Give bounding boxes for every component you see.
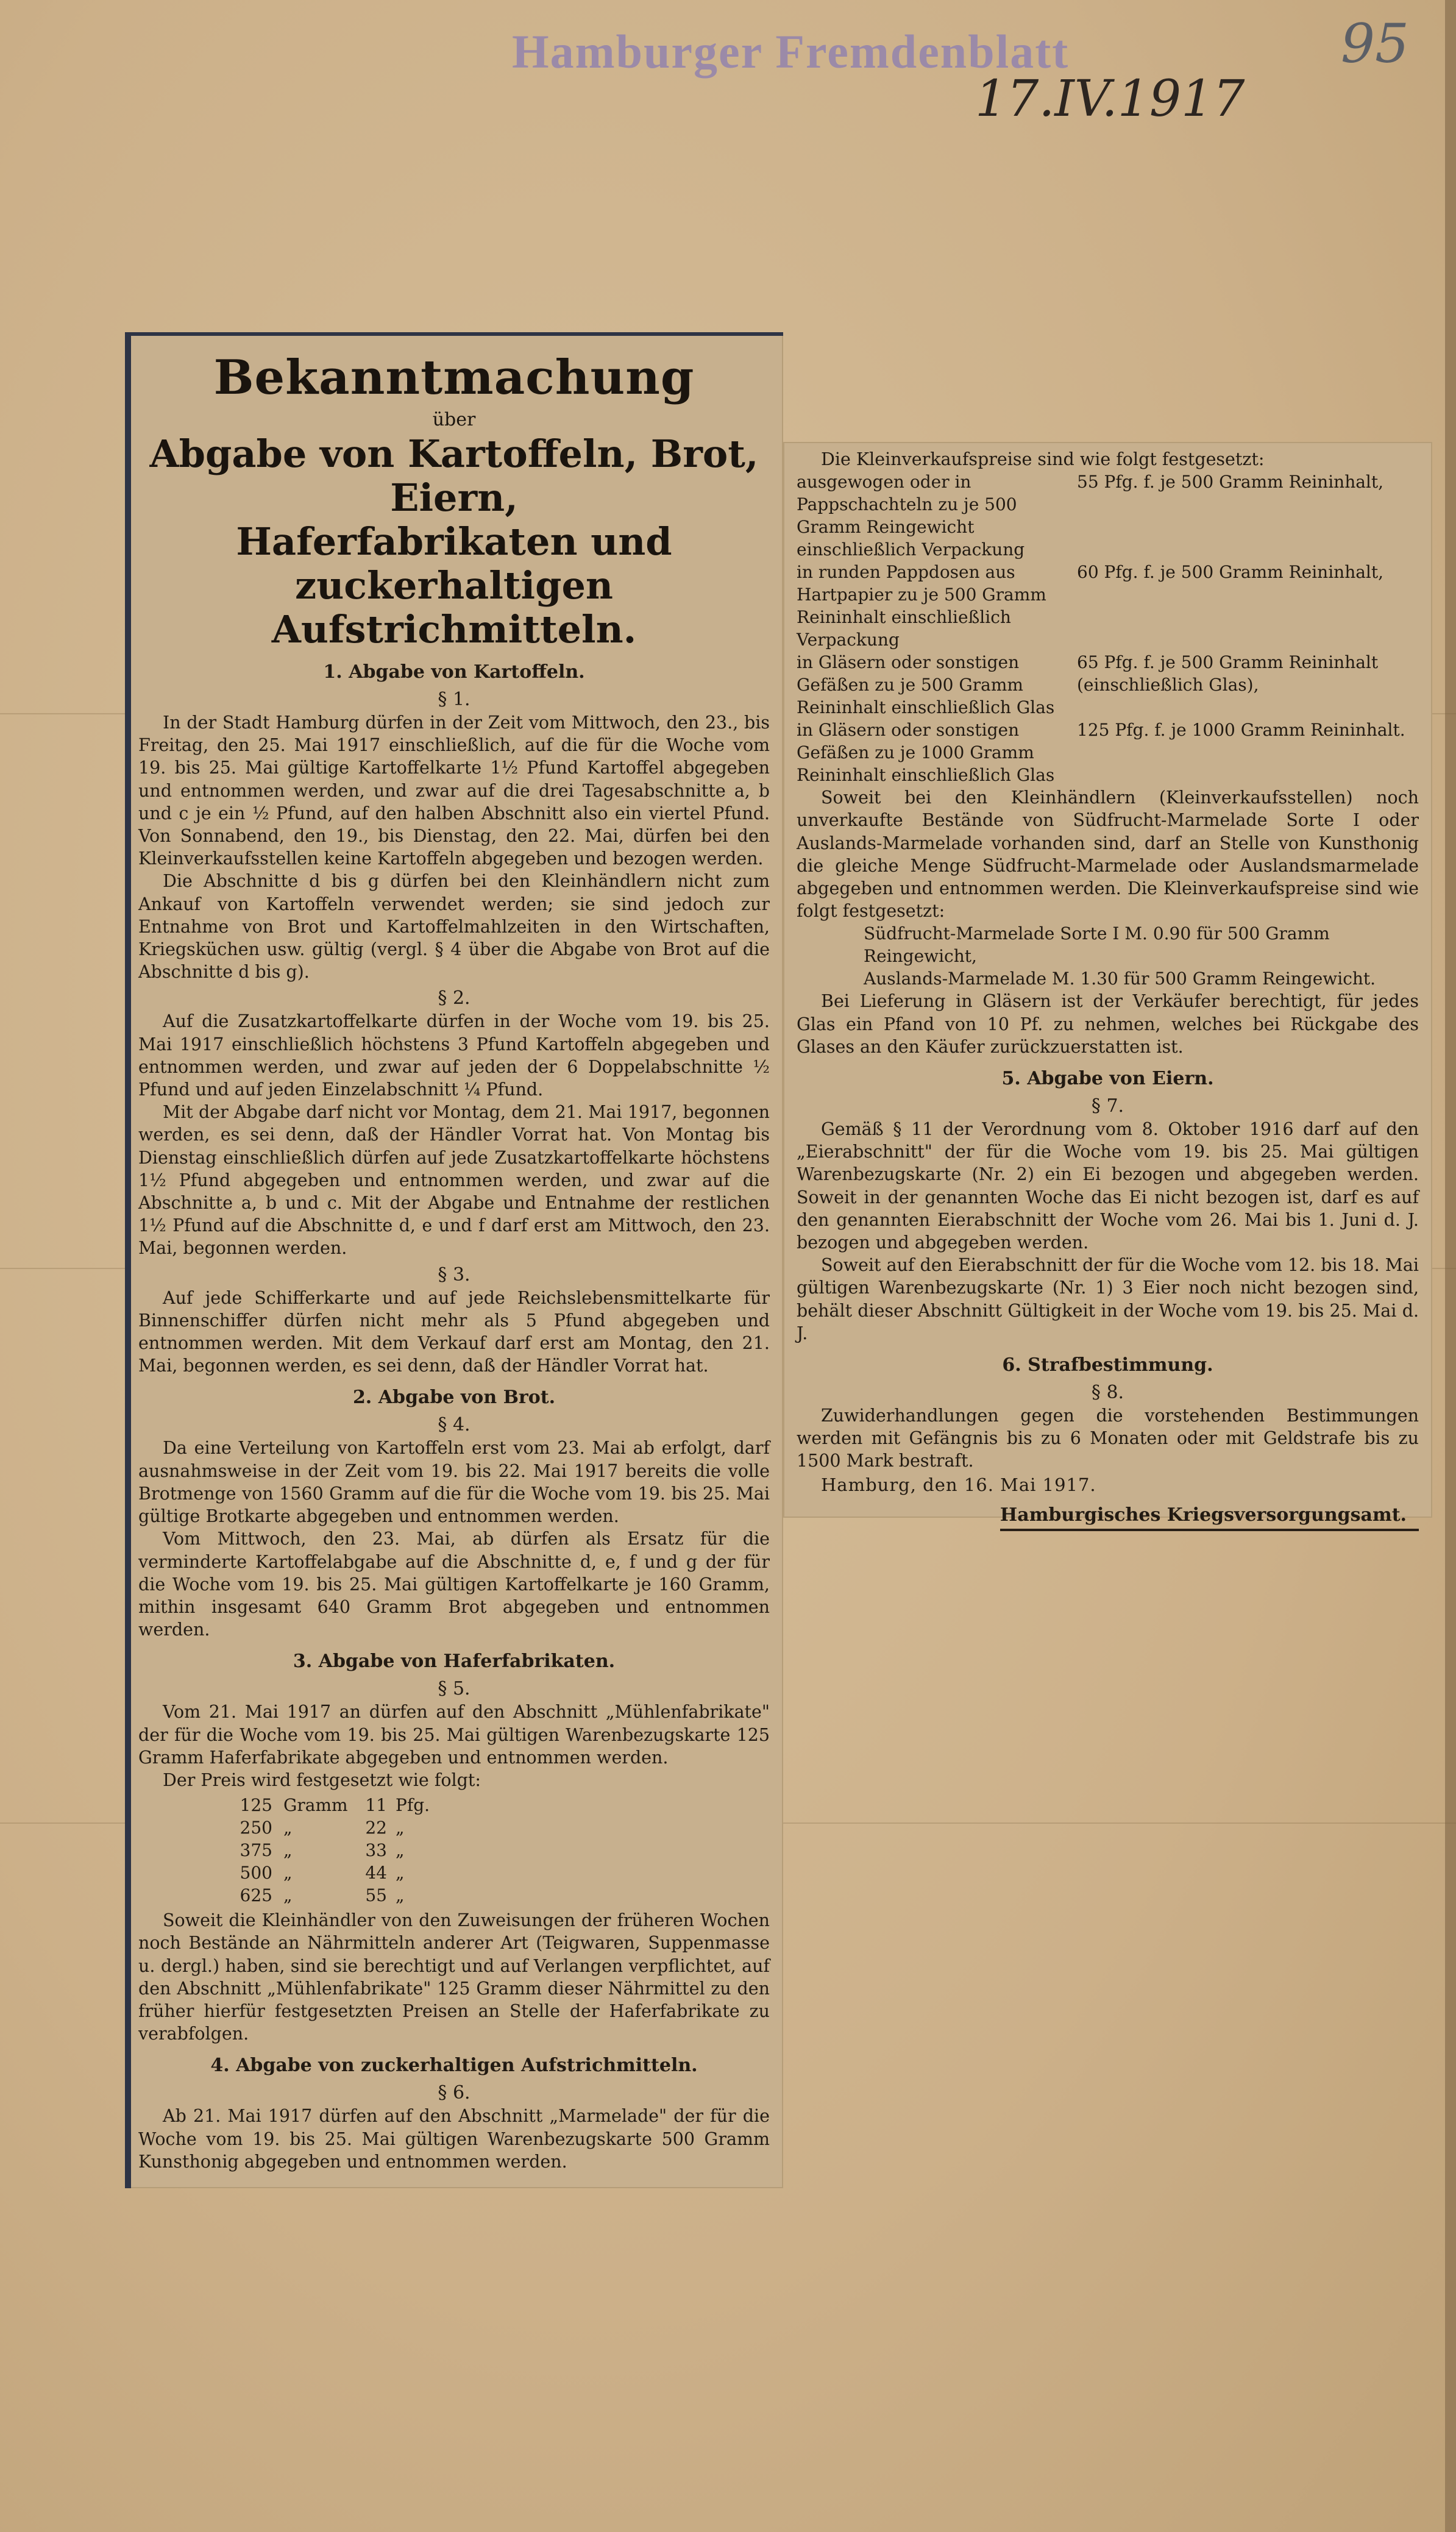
paragraph-mark: § 1. xyxy=(438,689,471,710)
price-value: 44 xyxy=(365,1863,387,1883)
paragraph-text: Vom Mittwoch, den 23. Mai, ab dürfen als Ersatz für die verminderte Kartoffelabgabe auf die Abschnitte d, e, f und g der für die Woche vom 19. bis 25. Mai gültigen Kartoffelkarte je 160 Gramm, mithin insgesamt 640 Gramm Brot abgegeben und entnommen werden. xyxy=(138,1529,770,1640)
paragraph-text: Soweit auf den Eierabschnitt der für die Woche vom 12. bis 18. Mai gültigen Warenbezugskarte (Nr. 1) 3 Eier noch nicht bezogen sind, behält dieser Abschnitt Gültigkeit in der Woche vom 19. bis 25. Mai d. J. xyxy=(797,1255,1419,1343)
paragraph-mark: § 8. xyxy=(1091,1382,1124,1404)
price-row xyxy=(193,1816,770,1839)
paragraph-text: Mit der Abgabe darf nicht vor Montag, dem 21. Mai 1917, begonnen werden, es sei denn, daß der Händler Vorrat hat. Von Montag bis Dienstag einschließlich dürfen auf jede Zusatzkartoffelkarte höchstens 1½ Pfund abgegeben und entnommen werden, und zwar auf die Abschnitte a, b und c. Mit der Abgabe und Entnahme der restlichen 1½ Pfund auf die Abschnitte d, e und f darf erst am Mittwoch, den 23. Mai, begonnen werden. xyxy=(138,1102,770,1259)
price-grams: 250 xyxy=(240,1818,272,1838)
price-value: 11 xyxy=(365,1795,387,1816)
price-currency: Pfg. xyxy=(396,1795,430,1816)
price-entry-desc: in Gläsern oder sonstigen Gefäßen zu je 1000 Gramm Reininhalt einschließlich Glas xyxy=(797,720,1055,786)
paragraph-text: Bei Lieferung in Gläsern ist der Verkäufer berechtigt, für jedes Glas ein Pfand von 10 Pf. zu nehmen, welches bei Rückgabe des Glases an den Käufer zurückzuerstatten ist. xyxy=(797,991,1419,1057)
handwritten-date: 17.IV.1917 xyxy=(975,70,1245,128)
price-grams: 625 xyxy=(240,1885,272,1906)
paragraph-text: In der Stadt Hamburg dürfen in der Zeit vom Mittwoch, den 23., bis Freitag, den 25. Mai 1917 einschließlich, auf die für die Woche vom 19. bis 25. Mai gültige Kartoffelkarte 1½ Pfund Kartoffel abgegeben und entnommen werden, und zwar auf die drei Tagesabschnitte a, b und c je ein ½ Pfund, auf den halben Abschnitt also ein viertel Pfund. Von Sonnabend, den 19., bis Dienstag, den 22. Mai, dürfen bei den Kleinverkaufsstellen keine Kartoffeln abgegeben und bezogen werden. xyxy=(138,713,770,869)
price-row xyxy=(193,1839,770,1862)
paragraph-mark: § 5. xyxy=(438,1678,471,1700)
price-entry-value: 65 Pfg. f. je 500 Gramm Reininhalt (einschließlich Glas), xyxy=(1077,652,1379,695)
paragraph-text: Zuwiderhandlungen gegen die vorstehenden Bestimmungen werden mit Gefängnis bis zu 6 Monaten oder mit Geldstrafe bis zu 1500 Mark bestraft. xyxy=(797,1406,1419,1471)
section-heading: 3. Abgabe von Haferfabrikaten. xyxy=(293,1651,616,1673)
paragraph-mark: § 6. xyxy=(438,2082,471,2104)
price-row xyxy=(193,1884,770,1907)
paragraph-mark: § 2. xyxy=(438,987,471,1009)
price-entry xyxy=(797,471,1419,561)
paragraph-mark: § 3. xyxy=(438,1264,471,1286)
notice-title-line: Haferfabrikaten und xyxy=(236,519,672,564)
marmalade-price: Südfrucht-Marmelade Sorte I M. 0.90 für 500 Gramm Reingewicht, xyxy=(864,923,1330,967)
price-row xyxy=(193,1862,770,1884)
price-entry xyxy=(797,719,1419,786)
price-grams: 375 xyxy=(240,1840,272,1861)
price-entry-desc: ausgewogen oder in Pappschachteln zu je 500 Gramm Reingewicht einschließlich Verpackung xyxy=(797,472,1025,560)
price-grams: 500 xyxy=(240,1863,272,1883)
paragraph-text: Auf die Zusatzkartoffelkarte dürfen in der Woche vom 19. bis 25. Mai 1917 einschließlich höchstens 3 Pfund Kartoffeln abgegeben und entnommen werden, und zwar auf jeden der 6 Doppelabschnitte ½ Pfund und auf jeden Einzelabschnitt ¼ Pfund. xyxy=(138,1011,770,1100)
clipping-right-column xyxy=(783,442,1432,1526)
price-currency: „ xyxy=(396,1840,405,1861)
price-unit: Gramm xyxy=(283,1795,348,1816)
paragraph-text: Auf jede Schifferkarte und auf jede Reichslebensmittelkarte für Binnenschiffer dürfen nicht mehr als 5 Pfund abgegeben und entnommen werden. Mit dem Verkauf darf erst am Montag, den 21. Mai, begonnen werden, es sei denn, daß der Händler Vorrat hat. xyxy=(138,1287,770,1376)
section-heading: 1. Abgabe von Kartoffeln. xyxy=(323,661,585,683)
price-value: 22 xyxy=(365,1818,387,1838)
paragraph-text: Soweit die Kleinhändler von den Zuweisungen der früheren Wochen noch Bestände an Nährmitteln anderer Art (Teigwaren, Suppenmasse u. dergl.) haben, sind sie berechtigt und auf Verlangen verpflichtet, auf den Abschnitt „Mühlenfabrikate" 125 Gramm dieser Nährmittel zu den früher hierfür festgesetzten Preisen an Stelle der Haferfabrikate zu verabfolgen. xyxy=(138,1910,770,2044)
clipping-left-column xyxy=(125,332,783,2188)
price-unit: „ xyxy=(283,1818,293,1838)
price-entry xyxy=(797,561,1419,651)
notice-heading: Bekanntmachung xyxy=(213,350,695,405)
notice-ueber: über xyxy=(432,409,476,430)
notice-title-line: zuckerhaltigen Aufstrichmitteln. xyxy=(271,563,637,652)
price-unit: „ xyxy=(283,1840,293,1861)
archive-number: 95 xyxy=(1341,12,1409,75)
price-unit: „ xyxy=(283,1885,293,1906)
paragraph-text: Ab 21. Mai 1917 dürfen auf den Abschnitt „Marmelade" der für die Woche vom 19. bis 25. Mai gültigen Warenbezugskarte 500 Gramm Kunsthonig abgegeben und entnommen werden. xyxy=(138,2106,770,2172)
price-entry-value: 55 Pfg. f. je 500 Gramm Reininhalt, xyxy=(1077,472,1384,493)
price-grams: 125 xyxy=(240,1795,272,1816)
section-heading: 6. Strafbestimmung. xyxy=(1002,1354,1213,1376)
paragraph-text: Da eine Verteilung von Kartoffeln erst vom 23. Mai ab erfolgt, darf ausnahmsweise in der Zeit vom 19. bis 22. Mai 1917 bereits die volle Brotmenge von 1560 Gramm auf die für die Woche vom 19. bis 25. Mai gültige Brotkarte abgegeben und entnommen werden. xyxy=(138,1438,770,1527)
price-intro: Die Kleinverkaufspreise sind wie folgt festgesetzt: xyxy=(821,449,1265,469)
dateline: Hamburg, den 16. Mai 1917. xyxy=(821,1474,1096,1495)
price-unit: „ xyxy=(283,1863,293,1883)
notice-title-line: Abgabe von Kartoffeln, Brot, Eiern, xyxy=(149,432,759,520)
section-heading: 2. Abgabe von Brot. xyxy=(352,1387,556,1409)
paragraph-text: Vom 21. Mai 1917 an dürfen auf den Abschnitt „Mühlenfabrikate" der für die Woche vom 19. bis 25. Mai gültigen Warenbezugskarte 125 Gramm Haferfabrikate abgegeben und entnommen werden. xyxy=(138,1702,770,1768)
price-currency: „ xyxy=(396,1885,405,1906)
price-entry-desc: in runden Pappdosen aus Hartpapier zu je 500 Gramm Reininhalt einschließlich Verpackung xyxy=(797,562,1046,650)
sheet-edge xyxy=(1445,0,1456,2532)
price-table xyxy=(193,1794,770,1907)
section-heading: 4. Abgabe von zuckerhaltigen Aufstrichmitteln. xyxy=(210,2055,698,2077)
newspaper-stamp: Hamburger Fremdenblatt xyxy=(512,25,1070,78)
price-value: 55 xyxy=(365,1885,387,1906)
price-value: 33 xyxy=(365,1840,387,1861)
paragraph-text: Die Abschnitte d bis g dürfen bei den Kleinhändlern nicht zum Ankauf von Kartoffeln verwendet werden; sie sind jedoch zur Entnahme von Brot und Kartoffelmahlzeiten in den Wirtschaften, Kriegsküchen usw. gültig (vergl. § 4 über die Abgabe von Brot auf die Abschnitte d bis g). xyxy=(138,871,770,983)
price-entry-value: 60 Pfg. f. je 500 Gramm Reininhalt, xyxy=(1077,562,1384,583)
signature: Hamburgisches Kriegsversorgungsamt. xyxy=(1000,1502,1419,1531)
marmalade-price: Auslands-Marmelade M. 1.30 für 500 Gramm Reingewicht. xyxy=(864,969,1376,989)
price-entry-desc: in Gläsern oder sonstigen Gefäßen zu je 500 Gramm Reininhalt einschließlich Glas xyxy=(797,652,1055,718)
section-heading: 5. Abgabe von Eiern. xyxy=(1001,1068,1214,1090)
paragraph-mark: § 7. xyxy=(1091,1095,1124,1117)
paragraph-mark: § 4. xyxy=(438,1414,471,1436)
price-entry-value: 125 Pfg. f. je 1000 Gramm Reininhalt. xyxy=(1077,720,1405,741)
paragraph-text: Soweit bei den Kleinhändlern (Kleinverkaufsstellen) noch unverkaufte Bestände von Südfrucht-Marmelade Sorte I oder Auslands-Marmelade vorhanden sind, darf an Stelle von Kunsthonig die gleiche Menge Südfrucht-Marmelade oder Auslandsmarmelade abgegeben und entnommen werden. Die Kleinverkaufspreise sind wie folgt festgesetzt: xyxy=(797,788,1419,922)
price-currency: „ xyxy=(396,1818,405,1838)
price-intro: Der Preis wird festgesetzt wie folgt: xyxy=(163,1769,481,1790)
price-row xyxy=(193,1794,770,1816)
price-currency: „ xyxy=(396,1863,405,1883)
price-entry xyxy=(797,651,1419,719)
paragraph-text: Gemäß § 11 der Verordnung vom 8. Oktober 1916 darf auf den „Eierabschnitt" der für die Woche vom 19. bis 25. Mai gültigen Warenbezugskarte (Nr. 2) ein Ei bezogen und abgegeben werden. Soweit in der genannten Woche das Ei nicht bezogen ist, darf es auf den genannten Eierabschnitt der Woche vom 26. Mai bis 1. Juni d. J. bezogen und abgegeben werden. xyxy=(797,1119,1419,1253)
